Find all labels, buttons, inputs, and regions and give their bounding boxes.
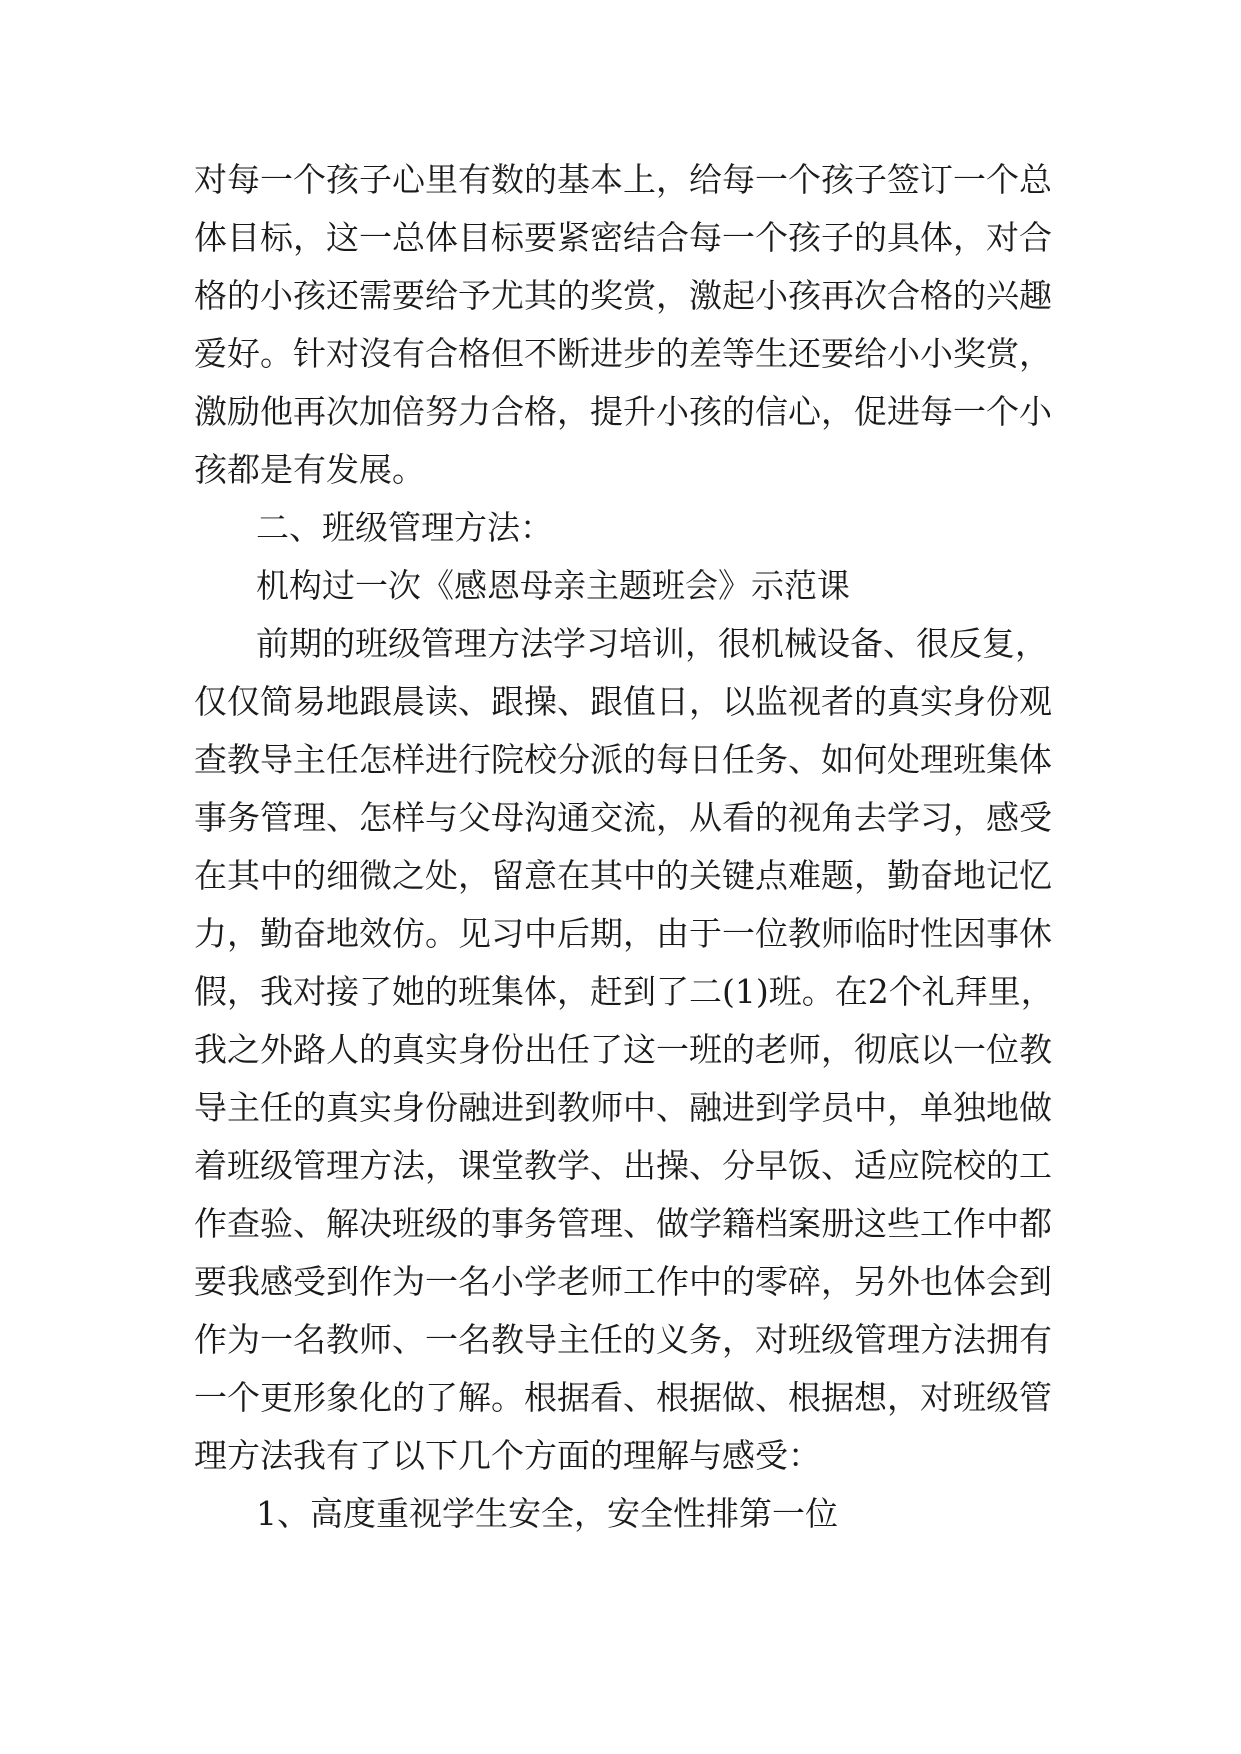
- text-line-16: 我之外路人的真实身份出任了这一班的老师，彻底以一位教: [194, 1030, 1052, 1069]
- list-item-heading: 1、高度重视学生安全，安全性排第一位: [256, 1494, 838, 1533]
- text-line-5: 激励他再次加倍努力合格，提升小孩的信心，促进每一个小: [194, 392, 1052, 431]
- text-line-11: 查教导主任怎样进行院校分派的每日任务、如何处理班集体: [194, 740, 1052, 779]
- text-line-15: 假，我对接了她的班集体，赶到了二(1)班。在2个礼拜里，: [194, 972, 1054, 1011]
- text-line-19: 作查验、解决班级的事务管理、做学籍档案册这些工作中都: [194, 1204, 1052, 1243]
- text-line-10: 仅仅简易地跟晨读、跟操、跟值日，以监视者的真实身份观: [194, 682, 1052, 721]
- text-line-9: 前期的班级管理方法学习培训，很机械设备、很反复，: [256, 624, 1048, 663]
- text-line-12: 事务管理、怎样与父母沟通交流，从看的视角去学习，感受: [194, 798, 1052, 837]
- text-line-8: 机构过一次《感恩母亲主题班会》示范课: [256, 566, 850, 605]
- text-line-23: 理方法我有了以下几个方面的理解与感受：: [194, 1436, 821, 1475]
- text-line-17: 导主任的真实身份融进到教师中、融进到学员中，单独地做: [194, 1088, 1052, 1127]
- text-line-18: 着班级管理方法，课堂教学、出操、分早饭、适应院校的工: [194, 1146, 1052, 1185]
- section-heading: 二、班级管理方法：: [256, 508, 553, 547]
- text-line-4: 爱好。针对沒有合格但不断进步的差等生还要给小小奖赏，: [194, 334, 1052, 373]
- text-line-3: 格的小孩还需要给予尤其的奖赏，激起小孩再次合格的兴趣: [194, 276, 1052, 315]
- text-line-20: 要我感受到作为一名小学老师工作中的零碎，另外也体会到: [194, 1262, 1052, 1301]
- text-line-21: 作为一名教师、一名教导主任的义务，对班级管理方法拥有: [194, 1320, 1052, 1359]
- text-line-6: 孩都是有发展。: [194, 450, 425, 489]
- text-line-2: 体目标，这一总体目标要紧密结合每一个孩子的具体，对合: [194, 218, 1052, 257]
- text-line-13: 在其中的细微之处，留意在其中的关键点难题，勤奋地记忆: [194, 856, 1052, 895]
- text-line-1: 对每一个孩子心里有数的基本上，给每一个孩子签订一个总: [194, 160, 1052, 199]
- text-line-14: 力，勤奋地效仿。见习中后期，由于一位教师临时性因事休: [194, 914, 1052, 953]
- text-line-22: 一个更形象化的了解。根据看、根据做、根据想，对班级管: [194, 1378, 1052, 1417]
